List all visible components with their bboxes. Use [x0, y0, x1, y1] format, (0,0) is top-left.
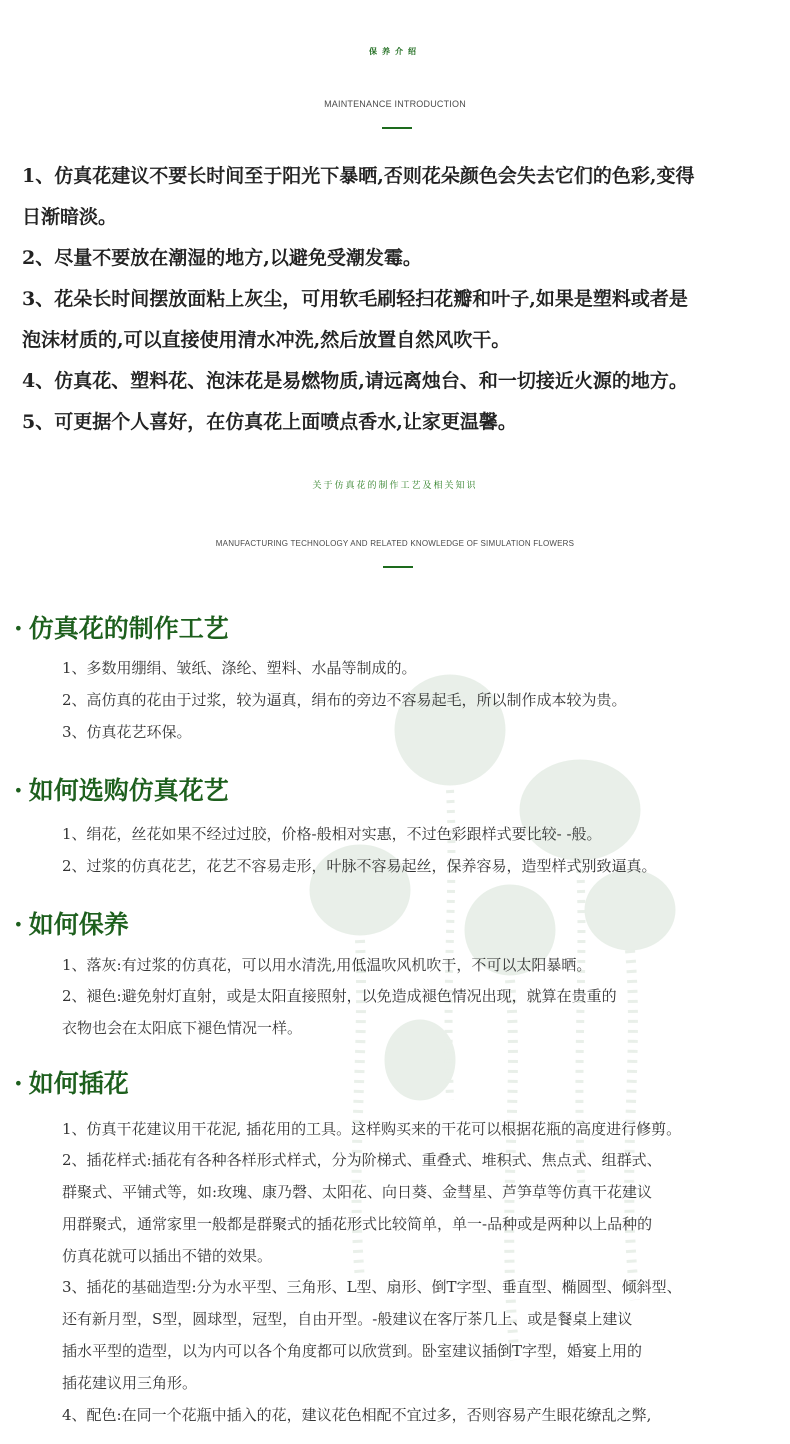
topic-line: 1、绢花，丝花如果不经过过胶，价格-般相对实惠，不过色彩跟样式要比较- -般。	[62, 825, 602, 843]
title-divider	[383, 566, 413, 568]
topic-line: 2、高仿真的花由于过浆，较为逼真，绢布的旁边不容易起毛，所以制作成本较为贵。	[62, 691, 627, 709]
topic-line: 1、落灰:有过浆的仿真花，可以用水清洗,用低温吹风机吹干，不可以太阳暴晒。	[62, 956, 592, 974]
bullet-dot: ·	[14, 910, 23, 939]
maintenance-line: 1、仿真花建议不要长时间至于阳光下暴晒,否则花朵颜色会失去它们的色彩,变得	[22, 165, 695, 187]
topic-heading-text: 如何插花	[28, 1069, 129, 1098]
bullet-dot: ·	[14, 1069, 23, 1098]
bullet-dot: ·	[14, 776, 23, 805]
maintenance-line: 泡沫材质的,可以直接使用清水冲洗,然后放置自然风吹干。	[22, 329, 511, 351]
topic-heading-arranging	[14, 1064, 129, 1100]
maintenance-subtitle: MAINTENANCE INTRODUCTION	[324, 99, 466, 109]
maintenance-line: 5、可更据个人喜好，在仿真花上面喷点香水,让家更温馨。	[22, 411, 517, 433]
topic-line: 3、仿真花艺环保。	[62, 723, 192, 741]
topic-line: 2、插花样式:插花有各种各样形式样式，分为阶梯式、重叠式、堆积式、焦点式、组群式、	[62, 1151, 662, 1169]
topic-line: 衣物也会在太阳底下褪色情况一样。	[62, 1019, 303, 1037]
maintenance-line: 4、仿真花、塑料花、泡沫花是易燃物质,请远离烛台、和一切接近火源的地方。	[22, 370, 688, 392]
topic-line: 群聚式、平铺式等，如:玫瑰、康乃磬、太阳花、向日葵、金彗星、芦笋草等仿真干花建议	[62, 1183, 653, 1201]
topic-line: 用群聚式，通常家里一般都是群聚式的插花形式比较简单，单一-品种或是两种以上品种的	[62, 1215, 653, 1233]
topic-line: 1、多数用绷绢、皱纸、涤纶、塑料、水晶等制成的。	[62, 659, 417, 677]
maintenance-line: 3、花朵长时间摆放面粘上灰尘，可用软毛刷轻扫花瓣和叶子,如果是塑料或者是	[22, 288, 688, 310]
title-divider	[382, 127, 412, 129]
topic-heading-text: 如何选购仿真花艺	[28, 776, 229, 805]
maintenance-line: 日渐暗淡。	[22, 206, 118, 228]
topic-heading-craft	[14, 609, 229, 645]
topic-heading-care	[14, 905, 129, 941]
topic-line: 插花建议用三角形。	[62, 1374, 198, 1392]
topic-line: 还有新月型，S型，圆球型，冠型，自由开型。-般建议在客厅茶几上、或是餐桌上建议	[62, 1310, 633, 1328]
topic-line: 插水平型的造型，以为内可以各个角度都可以欣赏到。卧室建议插倒T字型，婚宴上用的	[62, 1342, 643, 1360]
maintenance-title: 保养介绍	[369, 46, 421, 56]
bullet-dot: ·	[14, 614, 23, 643]
topic-line: 仿真花就可以插出不错的效果。	[62, 1247, 273, 1265]
topic-line: 2、褪色:避免射灯直射，或是太阳直接照射，以免造成褪色情况出现，就算在贵重的	[62, 987, 617, 1005]
manufacturing-subtitle: MANUFACTURING TECHNOLOGY AND RELATED KNOWLEDGE OF SIMULATION FLOWERS	[215, 539, 575, 548]
manufacturing-title: 关于仿真花的制作工艺及相关知识	[312, 481, 478, 491]
topic-line: 2、过浆的仿真花艺，花艺不容易走形，叶脉不容易起丝，保养容易，造型样式别致逼真。	[62, 857, 657, 875]
topic-line: 1、仿真干花建议用干花泥, 插花用的工具。这样购买来的干花可以根据花瓶的高度进行修剪。	[62, 1120, 682, 1138]
topic-line: 4、配色:在同一个花瓶中插入的花，建议花色相配不宜过多，否则容易产生眼花缭乱之弊,	[62, 1406, 652, 1424]
topic-line: 3、插花的基础造型:分为水平型、三角形、L型、扇形、倒T字型、垂直型、椭圆型、倾斜型、	[62, 1278, 682, 1296]
topic-heading-text: 如何保养	[28, 910, 129, 939]
maintenance-line: 2、尽量不要放在潮湿的地方,以避免受潮发霉。	[22, 247, 422, 269]
topic-heading-buying	[14, 771, 229, 807]
topic-heading-text: 仿真花的制作工艺	[28, 614, 229, 643]
